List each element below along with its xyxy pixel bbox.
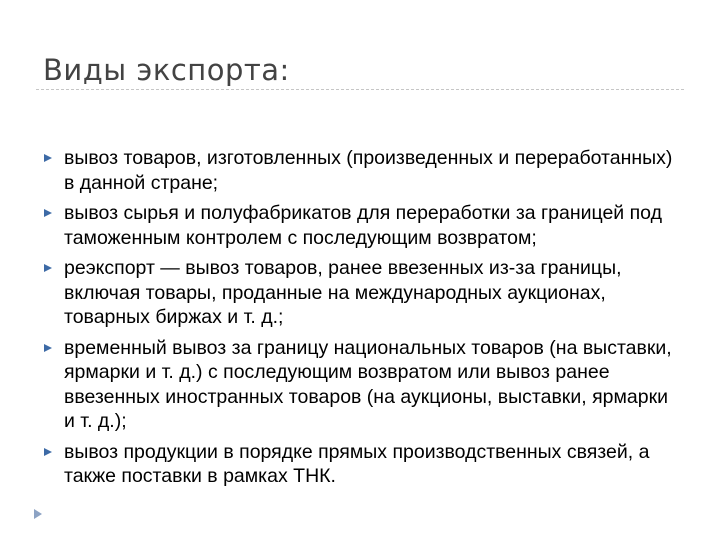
triangle-bullet-icon (44, 209, 52, 217)
bullet-text: временный вывоз за границу национальных товаров (на выставки, ярмарки и т. д.) с последующим возвратом или вывоз ранее ввезенных иностранных товаров (на аукционы, выставки, ярмарки и т. д.); (64, 336, 672, 432)
triangle-bullet-icon (44, 344, 52, 352)
next-slide-icon[interactable] (34, 509, 42, 519)
bullet-text: вывоз сырья и полуфабрикатов для переработки за границей под таможенным контролем с последующим возвратом; (64, 202, 662, 249)
triangle-bullet-icon (44, 264, 52, 272)
bullet-text: вывоз продукции в порядке прямых производственных связей, а также поставки в рамках ТНК. (64, 440, 650, 487)
title-divider (36, 89, 684, 90)
list-item (44, 256, 684, 330)
list-item (44, 336, 684, 434)
list-item (44, 440, 684, 489)
bullet-text: реэкспорт — вывоз товаров, ранее ввезенных из-за границы, включая товары, проданные на международных аукционах, товарных биржах и т. д.; (64, 257, 622, 328)
slide-title: Виды экспорта: (43, 53, 290, 87)
triangle-bullet-icon (44, 154, 52, 162)
list-item (44, 146, 684, 195)
bullet-text: вывоз товаров, изготовленных (произведенных и переработанных) в данной стране; (64, 147, 673, 194)
list-item (44, 201, 684, 250)
bullet-list (44, 146, 684, 495)
triangle-bullet-icon (44, 448, 52, 456)
